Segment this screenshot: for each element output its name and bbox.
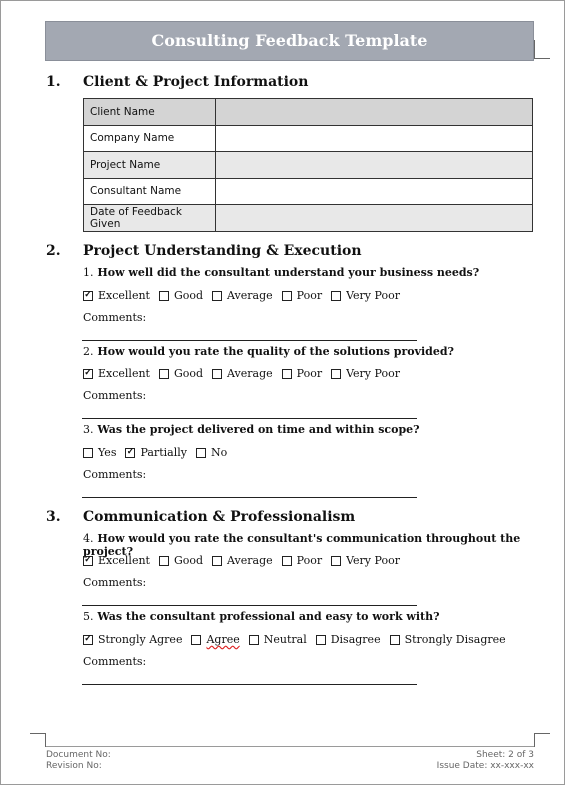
question-3-options	[83, 446, 236, 459]
question-text: How would you rate the consultant's communication throughout the project?	[83, 532, 521, 558]
question-text: How would you rate the quality of the solutions provided?	[97, 345, 454, 358]
question-number: 3.	[83, 423, 94, 436]
option[interactable]	[83, 554, 150, 567]
option-label: Disagree	[330, 633, 381, 646]
crop-mark-bottom-right-h	[534, 733, 550, 734]
crop-mark-bottom-left-h	[30, 733, 46, 734]
comments-label: Comments:	[83, 389, 147, 402]
option[interactable]	[191, 633, 239, 646]
checkbox-icon[interactable]	[191, 635, 201, 645]
row-label: Project Name	[84, 152, 216, 179]
option-label: Strongly Disagree	[404, 633, 506, 646]
option[interactable]	[212, 554, 273, 567]
table-row	[84, 178, 533, 205]
option[interactable]	[282, 367, 322, 380]
checkbox-icon[interactable]	[331, 369, 341, 379]
section-number: 2.	[46, 243, 61, 259]
option[interactable]	[83, 633, 182, 646]
option[interactable]	[316, 633, 381, 646]
table-row	[84, 99, 533, 126]
question-3	[83, 423, 420, 436]
option-label: Neutral	[263, 633, 307, 646]
option[interactable]	[159, 367, 203, 380]
checkbox-icon[interactable]	[282, 556, 292, 566]
checkbox-icon[interactable]	[331, 556, 341, 566]
checkbox-icon[interactable]	[83, 448, 93, 458]
question-text: Was the project delivered on time and within scope?	[97, 423, 420, 436]
value-cell[interactable]	[216, 178, 533, 205]
checkbox-checked-icon[interactable]	[83, 556, 93, 566]
question-number: 1.	[83, 266, 94, 279]
document-number: Document No:	[46, 750, 111, 760]
option[interactable]	[282, 289, 322, 302]
checkbox-icon[interactable]	[212, 556, 222, 566]
checkbox-checked-icon[interactable]	[83, 291, 93, 301]
option[interactable]	[159, 289, 203, 302]
question-2	[83, 345, 454, 358]
value-cell[interactable]	[216, 99, 533, 126]
comments-line[interactable]	[82, 684, 417, 685]
checkbox-checked-icon[interactable]	[125, 448, 135, 458]
option[interactable]	[83, 446, 116, 459]
comments-line[interactable]	[82, 418, 417, 419]
option[interactable]	[212, 367, 273, 380]
option[interactable]	[83, 367, 150, 380]
section-title: Communication & Professionalism	[83, 509, 356, 525]
option-label: Agree	[206, 633, 240, 646]
option-label: Good	[173, 367, 204, 380]
question-4-options	[83, 554, 409, 567]
crop-mark-bottom-right-v	[534, 733, 535, 747]
checkbox-icon[interactable]	[316, 635, 326, 645]
option-label: Average	[227, 554, 273, 567]
option-label: Excellent	[98, 367, 150, 380]
option-label: Strongly Agree	[98, 633, 183, 646]
value-cell[interactable]	[216, 152, 533, 179]
option-label: Poor	[296, 289, 323, 302]
checkbox-icon[interactable]	[159, 291, 169, 301]
revision-number: Revision No:	[46, 761, 102, 771]
checkbox-icon[interactable]	[331, 291, 341, 301]
question-text: Was the consultant professional and easy to work with?	[97, 610, 440, 623]
section-number: 1.	[46, 74, 61, 90]
section-number: 3.	[46, 509, 61, 525]
checkbox-icon[interactable]	[212, 369, 222, 379]
table-row	[84, 205, 533, 232]
table-row	[84, 152, 533, 179]
option-label: No	[210, 446, 228, 459]
option[interactable]	[249, 633, 307, 646]
section-title: Project Understanding & Execution	[83, 243, 362, 259]
table-row	[84, 125, 533, 152]
option-label: Excellent	[98, 289, 150, 302]
document-title: Consulting Feedback Template	[45, 21, 534, 61]
option-label: Average	[227, 289, 273, 302]
question-number: 5.	[83, 610, 94, 623]
row-label: Consultant Name	[84, 178, 216, 205]
option[interactable]	[196, 446, 227, 459]
checkbox-checked-icon[interactable]	[83, 369, 93, 379]
value-cell[interactable]	[216, 125, 533, 152]
option[interactable]	[390, 633, 506, 646]
question-number: 2.	[83, 345, 94, 358]
checkbox-icon[interactable]	[196, 448, 206, 458]
option[interactable]	[331, 554, 400, 567]
option[interactable]	[125, 446, 186, 459]
question-2-options	[83, 367, 409, 380]
question-1-options	[83, 289, 409, 302]
option-label: Good	[173, 554, 204, 567]
checkbox-icon[interactable]	[159, 369, 169, 379]
checkbox-icon[interactable]	[282, 291, 292, 301]
question-number: 4.	[83, 532, 94, 545]
comments-line[interactable]	[82, 340, 417, 341]
option[interactable]	[331, 367, 400, 380]
checkbox-icon[interactable]	[212, 291, 222, 301]
option-label: Poor	[296, 554, 323, 567]
question-5	[83, 610, 440, 623]
option-label: Very Poor	[346, 554, 400, 567]
question-1	[83, 266, 479, 279]
sheet-number: Sheet: 2 of 3	[476, 750, 534, 760]
comments-line[interactable]	[82, 605, 417, 606]
row-label: Date of Feedback Given	[84, 205, 216, 232]
option[interactable]	[282, 554, 322, 567]
crop-mark-top-right-v	[534, 40, 535, 58]
option[interactable]	[331, 289, 400, 302]
value-cell[interactable]	[216, 205, 533, 232]
section-title: Client & Project Information	[83, 74, 309, 90]
crop-mark-bottom-left-v	[45, 733, 46, 747]
question-5-options	[83, 633, 515, 646]
checkbox-icon[interactable]	[390, 635, 400, 645]
issue-date: Issue Date: xx-xxx-xx	[436, 761, 534, 771]
option-label: Very Poor	[346, 289, 400, 302]
checkbox-icon[interactable]	[159, 556, 169, 566]
option[interactable]	[212, 289, 273, 302]
crop-mark-top-right-h	[534, 58, 550, 59]
client-info-table	[83, 98, 533, 232]
option-label: Good	[173, 289, 204, 302]
checkbox-checked-icon[interactable]	[83, 635, 93, 645]
option-label: Poor	[296, 367, 323, 380]
option-label: Very Poor	[346, 367, 400, 380]
option-label: Yes	[98, 446, 117, 459]
option-label: Average	[227, 367, 273, 380]
option-label: Partially	[140, 446, 187, 459]
row-label: Company Name	[84, 125, 216, 152]
comments-label: Comments:	[83, 576, 147, 589]
question-text: How well did the consultant understand your business needs?	[97, 266, 480, 279]
row-label: Client Name	[84, 99, 216, 126]
option[interactable]	[159, 554, 203, 567]
option[interactable]	[83, 289, 150, 302]
comments-label: Comments:	[83, 311, 147, 324]
comments-label: Comments:	[83, 468, 147, 481]
comments-label: Comments:	[83, 655, 147, 668]
checkbox-icon[interactable]	[249, 635, 259, 645]
option-label: Excellent	[98, 554, 150, 567]
footer-divider	[46, 746, 534, 747]
comments-line[interactable]	[82, 497, 417, 498]
checkbox-icon[interactable]	[282, 369, 292, 379]
